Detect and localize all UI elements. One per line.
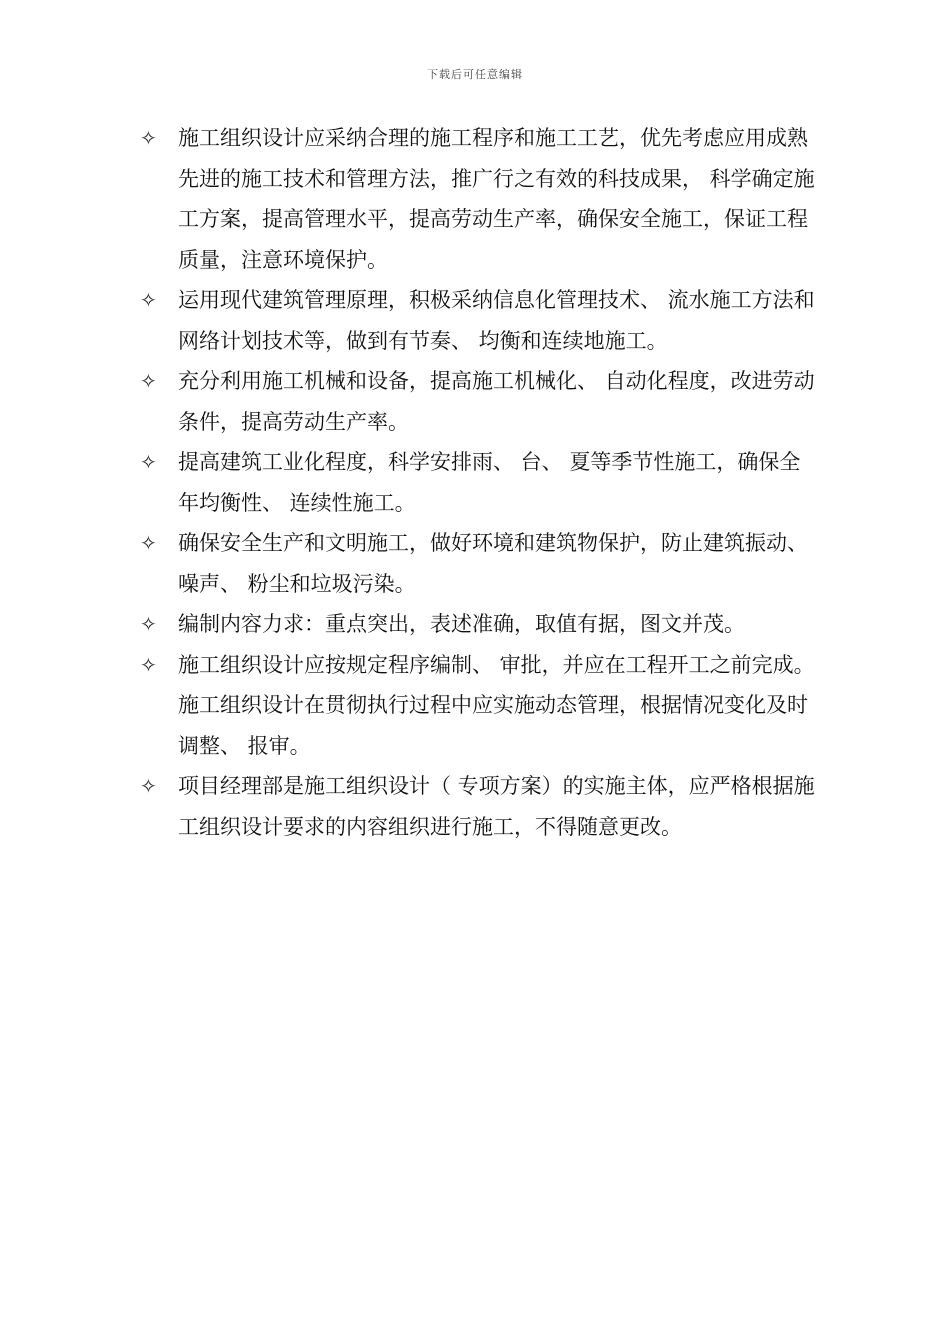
diamond-star-bullet-icon: ✧ — [140, 126, 157, 150]
list-item — [140, 645, 820, 767]
list-item-text: 施工组织设计应采纳合理的施工程序和施工工艺，优先考虑应用成熟先进的施工技术和管理方法，推广行之有效的科技成果， 科学确定施工方案，提高管理水平，提高劳动生产率，确保安全施工，保证工程质量，注意环境保护。 — [178, 126, 815, 272]
list-item — [140, 523, 820, 604]
list-item — [140, 118, 820, 280]
list-item — [140, 766, 820, 847]
diamond-star-bullet-icon: ✧ — [140, 612, 157, 636]
list-item-text: 确保安全生产和文明施工，做好环境和建筑物保护，防止建筑振动、 噪声、 粉尘和垃圾污染。 — [178, 531, 808, 596]
diamond-star-bullet-icon: ✧ — [140, 369, 157, 393]
diamond-star-bullet-icon: ✧ — [140, 652, 157, 677]
list-item — [140, 442, 820, 523]
list-item — [140, 604, 820, 645]
principles-list — [140, 118, 820, 847]
diamond-star-bullet-icon: ✧ — [140, 450, 157, 474]
list-item-text: 运用现代建筑管理原理，积极采纳信息化管理技术、 流水施工方法和网络计划技术等，做到有节奏、 均衡和连续地施工。 — [178, 288, 815, 353]
diamond-star-bullet-icon: ✧ — [140, 531, 157, 555]
list-item-text: 充分利用施工机械和设备，提高施工机械化、 自动化程度，改进劳动条件，提高劳动生产率。 — [178, 369, 815, 434]
list-item — [140, 280, 820, 361]
diamond-star-bullet-icon: ✧ — [140, 774, 157, 798]
list-item-text: 项目经理部是施工组织设计（ 专项方案）的实施主体，应严格根据施工组织设计要求的内容组织进行施工，不得随意更改。 — [178, 774, 815, 839]
diamond-star-bullet-icon: ✧ — [140, 288, 157, 312]
list-item-text: 提高建筑工业化程度，科学安排雨、 台、 夏等季节性施工，确保全年均衡性、 连续性施工。 — [178, 450, 801, 515]
list-item — [140, 361, 820, 442]
list-item-text: 编制内容力求：重点突出，表述准确，取值有据，图文并茂。 — [178, 612, 745, 636]
list-item-text: 施工组织设计应按规定程序编制、 审批，并应在工程开工之前完成。施工组织设计在贯彻执行过程中应实施动态管理，根据情况变化及时调整、 报审。 — [178, 652, 815, 758]
page-header: 下载后可任意编辑 — [427, 68, 523, 81]
